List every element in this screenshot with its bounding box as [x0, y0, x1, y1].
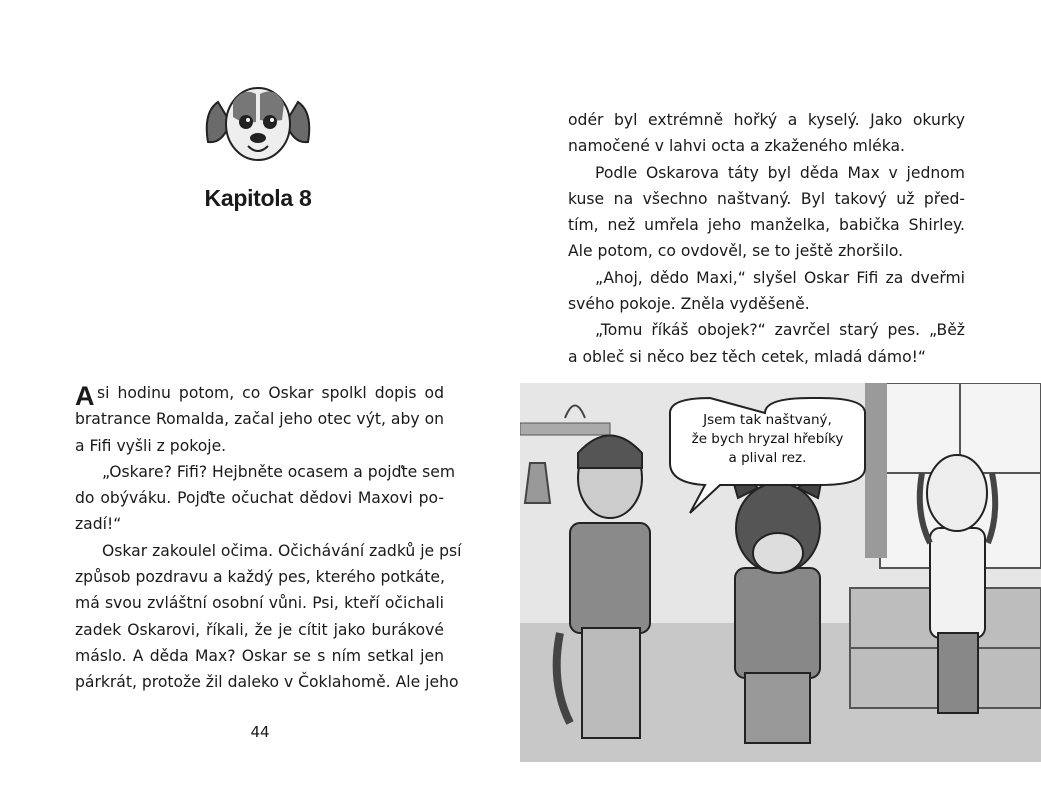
- chapter-title: Kapitola 8: [204, 185, 312, 211]
- text-line: máslo. A děda Max? Oskar se s ním setkal jen: [75, 646, 444, 665]
- text-line: bratrance Romalda, začal jeho otec výt, aby on: [75, 410, 444, 429]
- text-line: způsob pozdravu a každý pes, kterého potkáte,: [75, 568, 445, 587]
- bubble-line: Jsem tak naštvaný,: [703, 412, 832, 428]
- text-line: Ale potom, co ovdověl, se to ještě zhoršilo.: [568, 242, 904, 261]
- text-line: kuse na všechno naštvaný. Byl takový už před-: [568, 189, 965, 208]
- text-line: „Oskare? Fifi? Hejbněte ocasem a pojďte sem: [102, 462, 456, 481]
- text-line: párkrát, protože žil daleko v Čoklahomě. Ale jeho: [75, 673, 459, 692]
- text-line: „Tomu říkáš obojek?“ zavrčel starý pes. „Běž: [595, 321, 965, 340]
- dog-head-icon: [198, 72, 318, 172]
- speech-bubble-text: [670, 411, 865, 468]
- right-page-text: [568, 107, 965, 370]
- text-line: namočené v lahvi octa a zkaženého mléka.: [568, 137, 906, 156]
- text-line: zadí!“: [75, 515, 122, 534]
- illustration: [520, 383, 1041, 762]
- text-line: zadek Oskarovi, říkali, že je cítit jako burákové: [75, 620, 444, 639]
- text-line: a Fifi vyšli z pokoje.: [75, 436, 227, 455]
- text-line: odér byl extrémně hořký a kyselý. Jako okurky: [568, 111, 965, 129]
- bubble-line: že bych hryzal hřebíky: [691, 431, 844, 447]
- text-line: „Ahoj, dědo Maxi,“ slyšel Oskar Fifi za dveřmi: [595, 268, 965, 287]
- text-line: a obleč si něco bez těch cetek, mladá dámo!“: [568, 347, 926, 366]
- text-line: Podle Oskarova táty byl děda Max v jednom: [595, 163, 965, 182]
- text-line: do obýváku. Pojďte očuchat dědovi Maxovi po-: [75, 489, 444, 508]
- text-line: si hodinu potom, co Oskar spolkl dopis od: [97, 384, 444, 402]
- text-line: tím, než umřela jeho manželka, babička Shirley.: [568, 216, 965, 235]
- drop-cap: A: [75, 381, 95, 411]
- text-line: svého pokoje. Zněla vyděšeně.: [568, 295, 810, 314]
- page-number: 44: [250, 723, 270, 741]
- bubble-line: a plival rez.: [728, 450, 807, 466]
- left-page-text: [75, 380, 462, 696]
- text-line: Oskar zakoulel očima. Očichávání zadků je psí: [102, 541, 462, 560]
- text-line: má svou zvláštní osobní vůni. Psi, kteří očichali: [75, 594, 444, 613]
